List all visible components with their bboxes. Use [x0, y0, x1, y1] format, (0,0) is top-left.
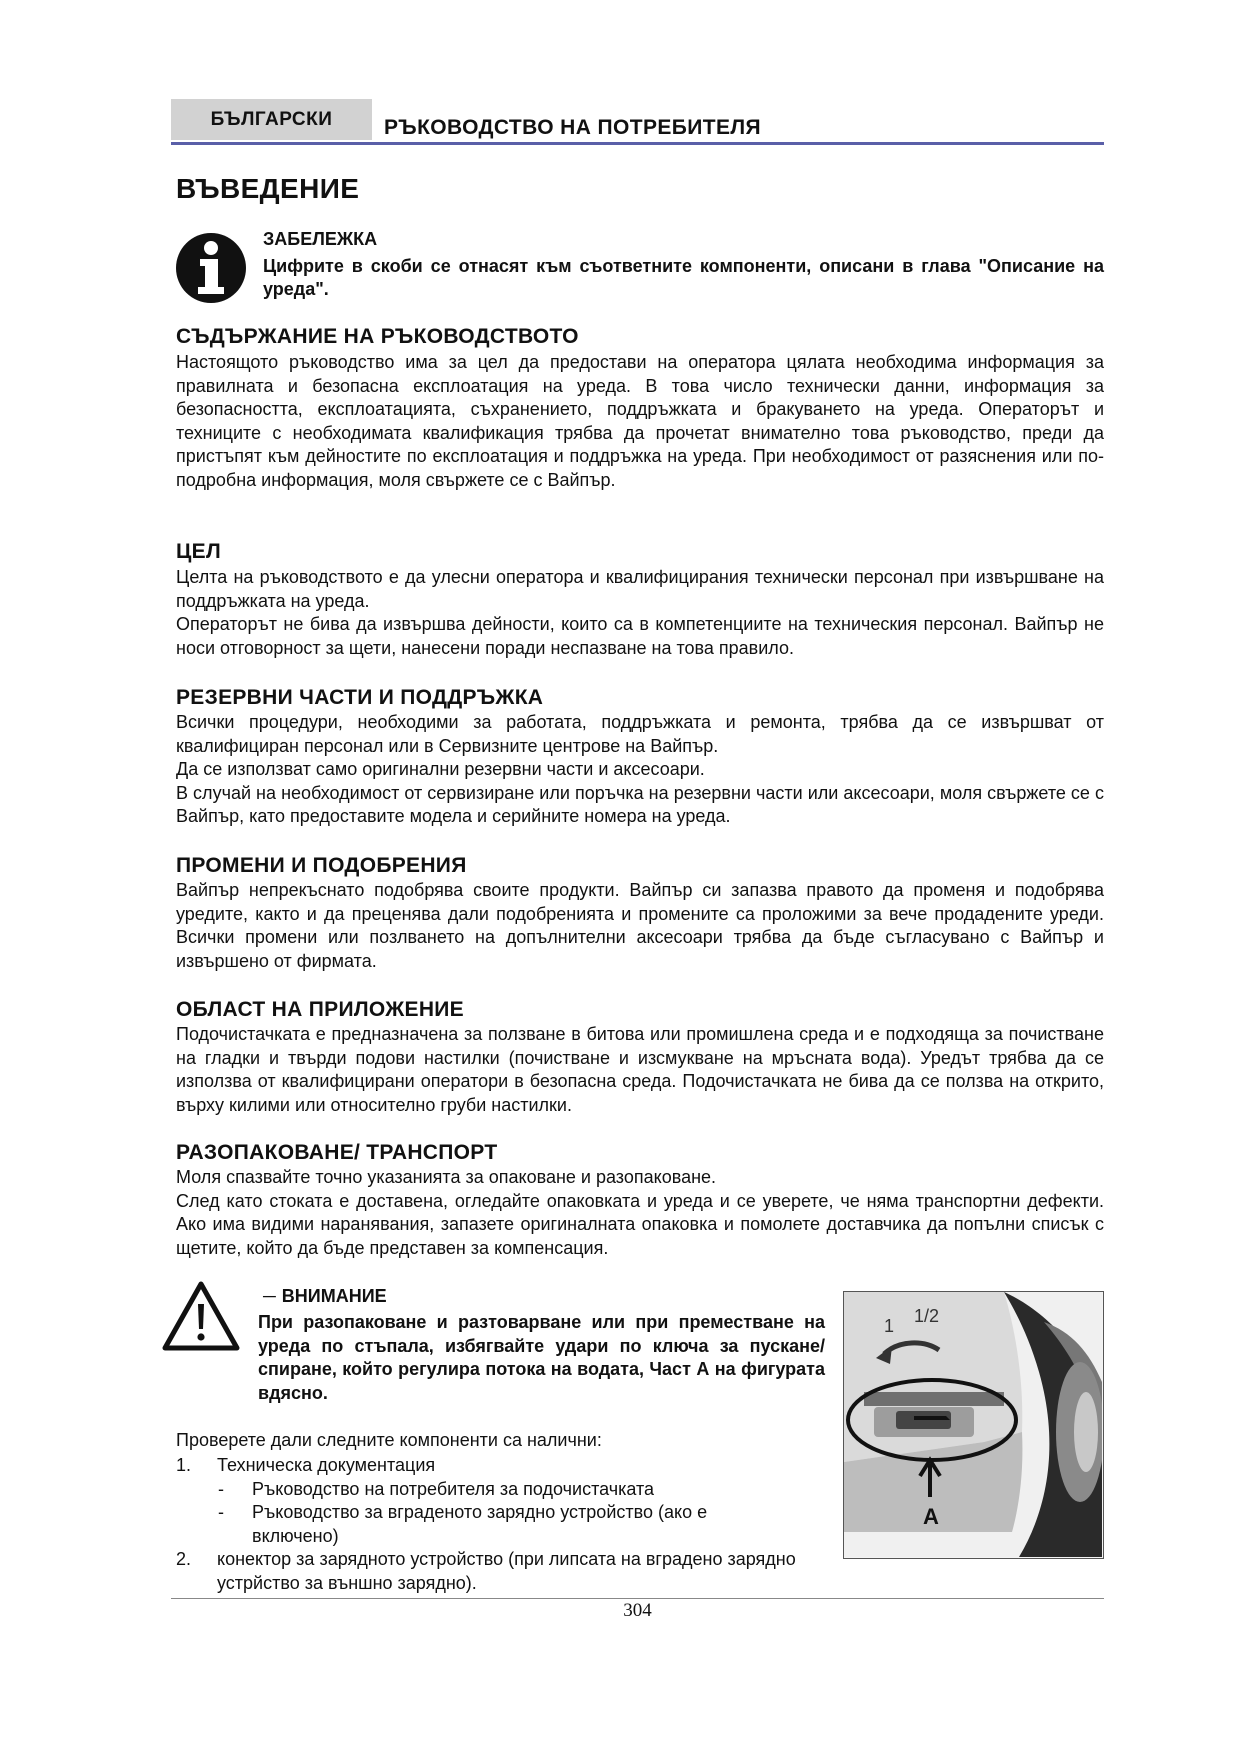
list-number: 1.: [176, 1455, 192, 1475]
paragraph: Моля спазвайте точно указанията за опаковане и разопаковане.: [176, 1167, 717, 1187]
list-dash: -: [218, 1478, 224, 1499]
part-label-a: A: [923, 1504, 939, 1529]
list-number: 2.: [176, 1549, 192, 1569]
valve-illustration: [844, 1292, 1102, 1557]
content-text: [176, 351, 1104, 492]
paragraph: Да се използват само оригинални резервни части и аксесоари.: [176, 759, 705, 779]
info-icon: [174, 231, 248, 305]
paragraph: След като стоката е доставена, огледайте опаковката и уреда и се уверете, че няма транспортни дефекти. Ако има видими наранявания, запазете оригиналната опаковка и помолете доставчика да попълни списък с щетите, който да бъде представен за компенсация.: [176, 1190, 1104, 1258]
header-divider: [171, 142, 1104, 145]
heading-changes: ПРОМЕНИ И ПОДОБРЕНИЯ: [176, 854, 467, 877]
sub-list-item: [176, 1478, 816, 1502]
note-title: ЗАБЕЛЕЖКА: [263, 229, 378, 249]
sub-list-text: Ръководство за вграденото зарядно устройство (ако е включено): [252, 1502, 708, 1546]
warning-text: При разопаковане и разтоварване или при преместване на уреда по стъпала, избягвайте удари по ключа за пускане/спиране, който регулира потока на водата, Част А на фигурата вдясно.: [258, 1312, 825, 1403]
sub-list-item: [176, 1501, 772, 1548]
list-item: [176, 1454, 816, 1478]
heading-application: ОБЛАСТ НА ПРИЛОЖЕНИЕ: [176, 998, 464, 1021]
paragraph: Подочистачката е предназначена за ползване в битова или промишлена среда и е подходяща за почистване на гладки и твърди подови настилки (почистване и изсмукване на мръсната вода). Уредът трябва да се използва от квалифицирани оператори в безопасна среда. Подочистачката не бива да се ползва на открито, върху килими или относително груби настилки.: [176, 1024, 1104, 1115]
list-dash: -: [218, 1502, 224, 1522]
heading-content: СЪДЪРЖАНИЕ НА РЪКОВОДСТВОТО: [176, 325, 579, 348]
paragraph: Вайпър непрекъснато подобрява своите продукти. Вайпър си запазва правото да променя и подобрява уредите, както и да преценява дали подобренията и промените са проложими за вече продадените уреди. Всички промени или позлването на допълнителни аксесоари трябва да бъде съгласувано с Вайпър и извършено от фирмата.: [176, 880, 1104, 971]
warning-prefix: ─: [263, 1286, 276, 1306]
document-title: РЪКОВОДСТВО НА ПОТРЕБИТЕЛЯ: [384, 116, 762, 139]
unpacking-text: [176, 1166, 1104, 1260]
paragraph: Настоящото ръководство има за цел да предостави на оператора цялата необходима информация за правилната и безопасна експлоатация на уреда. В това число технически данни, информация за безопасността, експлоатацията, съхранението, поддръжката и бракуването на уреда. Операторът и техниците с необходимата квалификация трябва да прочетат внимателно това ръководство, преди да пристъпят към дейностите по експлоатация и поддръжка на уреда. При необходимост от разяснения или по-подробна информация, моля свържете се с Вайпър.: [176, 352, 1104, 490]
dial-label-half: 1/2: [914, 1306, 940, 1326]
list-text: Техническа документация: [217, 1455, 436, 1475]
goal-text: [176, 566, 1104, 660]
page-number: 304: [623, 1600, 652, 1621]
list-item: [176, 1548, 817, 1595]
section-title: ВЪВЕДЕНИЕ: [176, 173, 360, 204]
components-list: [176, 1454, 816, 1595]
application-text: [176, 1023, 1104, 1117]
changes-text: [176, 879, 1104, 973]
warning-title: [263, 1286, 387, 1307]
warning-title-text: ВНИМАНИЕ: [281, 1286, 387, 1306]
paragraph: В случай на необходимост от сервизиране или поръчка на резервни части или аксесоари, моля свържете се с Вайпър, като предоставите модела и серийните номера на уреда.: [176, 782, 1104, 826]
heading-goal: ЦЕЛ: [176, 540, 221, 563]
footer-divider: [171, 1598, 1104, 1599]
dial-label-1: 1: [884, 1316, 895, 1336]
paragraph: Целта на ръководството е да улесни оператора и квалифицирания технически персонал при извършване на поддръжката на уреда.: [176, 567, 1104, 611]
list-text: конектор за зарядното устройство (при липсата на вградено зарядно устрйство за външно зарядно).: [217, 1549, 796, 1593]
components-intro: Проверете дали следните компоненти са налични:: [176, 1430, 602, 1450]
spare-parts-text: [176, 711, 1104, 829]
heading-spare-parts: РЕЗЕРВНИ ЧАСТИ И ПОДДРЪЖКА: [176, 686, 544, 709]
note-text: Цифрите в скоби се отнасят към съответните компоненти, описани в глава "Описание на уреда".: [263, 256, 1104, 299]
warning-icon: [161, 1280, 241, 1352]
paragraph: Всички процедури, необходими за работата, поддръжката и ремонта, трябва да се извършват от квалифициран персонал или в Сервизните центрове на Вайпър.: [176, 712, 1104, 756]
sub-list-text: Ръководство на потребителя за подочистачката: [252, 1478, 655, 1499]
heading-unpacking: РАЗОПАКОВАНЕ/ ТРАНСПОРТ: [176, 1141, 498, 1164]
paragraph: Операторът не бива да извършва дейности, които са в компетенциите на техническия персонал. Вайпър не носи отговорност за щети, нанесени поради неспазване на това правило.: [176, 614, 1104, 658]
language-tab: БЪЛГАРСКИ: [171, 99, 372, 140]
valve-photo: [843, 1291, 1104, 1559]
